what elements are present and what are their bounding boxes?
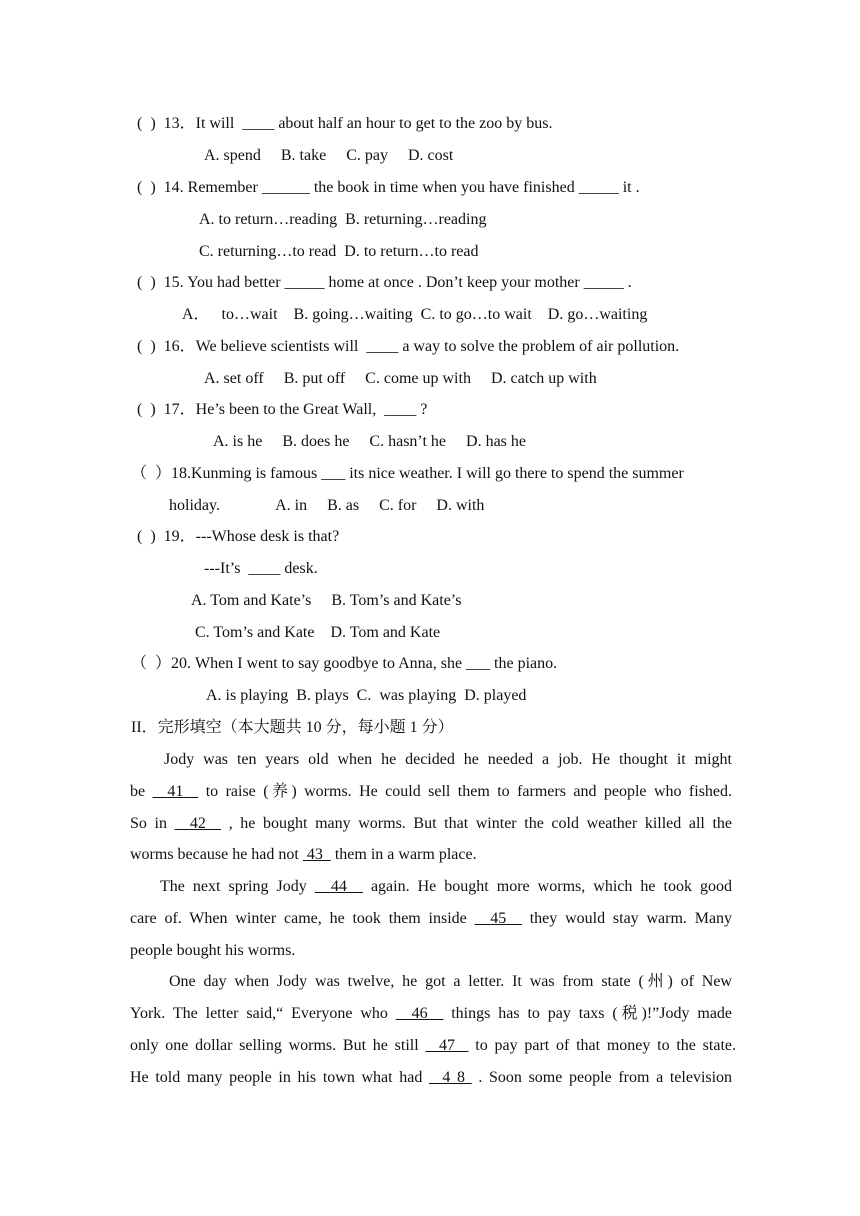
- passage-line-1: Jody was ten years old when he decided he needed a job. He thought it might: [164, 751, 732, 768]
- question-20-options: A. is playing B. plays C. was playing D. played: [206, 687, 527, 704]
- passage-line-9: York. The letter said,“ Everyone who 46 things has to pay taxs (税)!”Jody made: [130, 1005, 733, 1022]
- cloze-blank-45[interactable]: 45: [490, 910, 507, 927]
- question-13-stem: ( ) 13．It will ____ about half an hour to get to the zoo by bus.: [137, 115, 553, 132]
- question-14-options-1: A. to return…reading B. returning…reading: [199, 211, 487, 228]
- question-19-options-2: C. Tom’s and Kate D. Tom and Kate: [195, 624, 441, 641]
- question-15-options: A． to…wait B. going…waiting C. to go…to wait D. go…waiting: [182, 306, 648, 323]
- question-17-stem: ( ) 17．He’s been to the Great Wall, ____ ?: [137, 401, 428, 418]
- passage-line-3: So in 42 , he bought many worms. But that winter the cold weather killed all the: [130, 815, 733, 832]
- passage-line-5: The next spring Jody 44 again. He bought more worms, which he took good: [160, 878, 733, 895]
- cloze-blank-46[interactable]: 46: [411, 1005, 428, 1022]
- question-19-answer-line: ---It’s ____ desk.: [204, 560, 318, 577]
- question-18-stem: （ ）18.Kunming is famous ___ its nice weather. I will go there to spend the summer: [131, 465, 684, 482]
- question-20-stem: （ ）20. When I went to say goodbye to Anna, she ___ the piano.: [131, 655, 558, 672]
- question-14-options-2: C. returning…to read D. to return…to read: [199, 243, 479, 260]
- section-heading: II．完形填空（本大题共 10 分，每小题 1 分）: [131, 719, 454, 736]
- cloze-blank-43[interactable]: 43: [306, 846, 323, 863]
- passage-line-2: be 41 to raise (养) worms. He could sell them to farmers and people who fished.: [130, 783, 733, 800]
- passage-line-8: One day when Jody was twelve, he got a letter. It was from state (州) of New: [169, 973, 732, 990]
- question-16-stem: ( ) 16．We believe scientists will ____ a way to solve the problem of air pollution.: [137, 338, 680, 355]
- question-19-stem: ( ) 19．---Whose desk is that?: [137, 528, 340, 545]
- question-16-options: A. set off B. put off C. come up with D. catch up with: [204, 370, 597, 387]
- question-15-stem: ( ) 15. You had better _____ home at once . Don’t keep your mother _____ .: [137, 274, 632, 291]
- cloze-blank-42[interactable]: 42: [189, 815, 206, 832]
- question-14-stem: ( ) 14. Remember ______ the book in time when you have finished _____ it .: [137, 179, 640, 196]
- question-19-options-1: A. Tom and Kate’s B. Tom’s and Kate’s: [191, 592, 462, 609]
- cloze-blank-48[interactable]: 4 8: [442, 1069, 466, 1086]
- question-18-options: holiday. A. in B. as C. for D. with: [169, 497, 485, 514]
- cloze-blank-41[interactable]: 41: [167, 783, 184, 800]
- cloze-blank-44[interactable]: 44: [330, 878, 347, 895]
- passage-line-10: only one dollar selling worms. But he still 47 to pay part of that money to the state.: [130, 1037, 736, 1054]
- question-13-options: A. spend B. take C. pay D. cost: [204, 147, 454, 164]
- passage-line-6: care of. When winter came, he took them inside 45 they would stay warm. Many: [130, 910, 733, 927]
- passage-line-11: He told many people in his town what had 4 8 . Soon some people from a television: [130, 1069, 733, 1086]
- question-17-options: A. is he B. does he C. hasn’t he D. has he: [213, 433, 526, 450]
- passage-line-4: worms because he had not 43 them in a warm place.: [130, 846, 477, 863]
- passage-line-7: people bought his worms.: [130, 942, 296, 959]
- cloze-blank-47[interactable]: 47: [438, 1037, 455, 1054]
